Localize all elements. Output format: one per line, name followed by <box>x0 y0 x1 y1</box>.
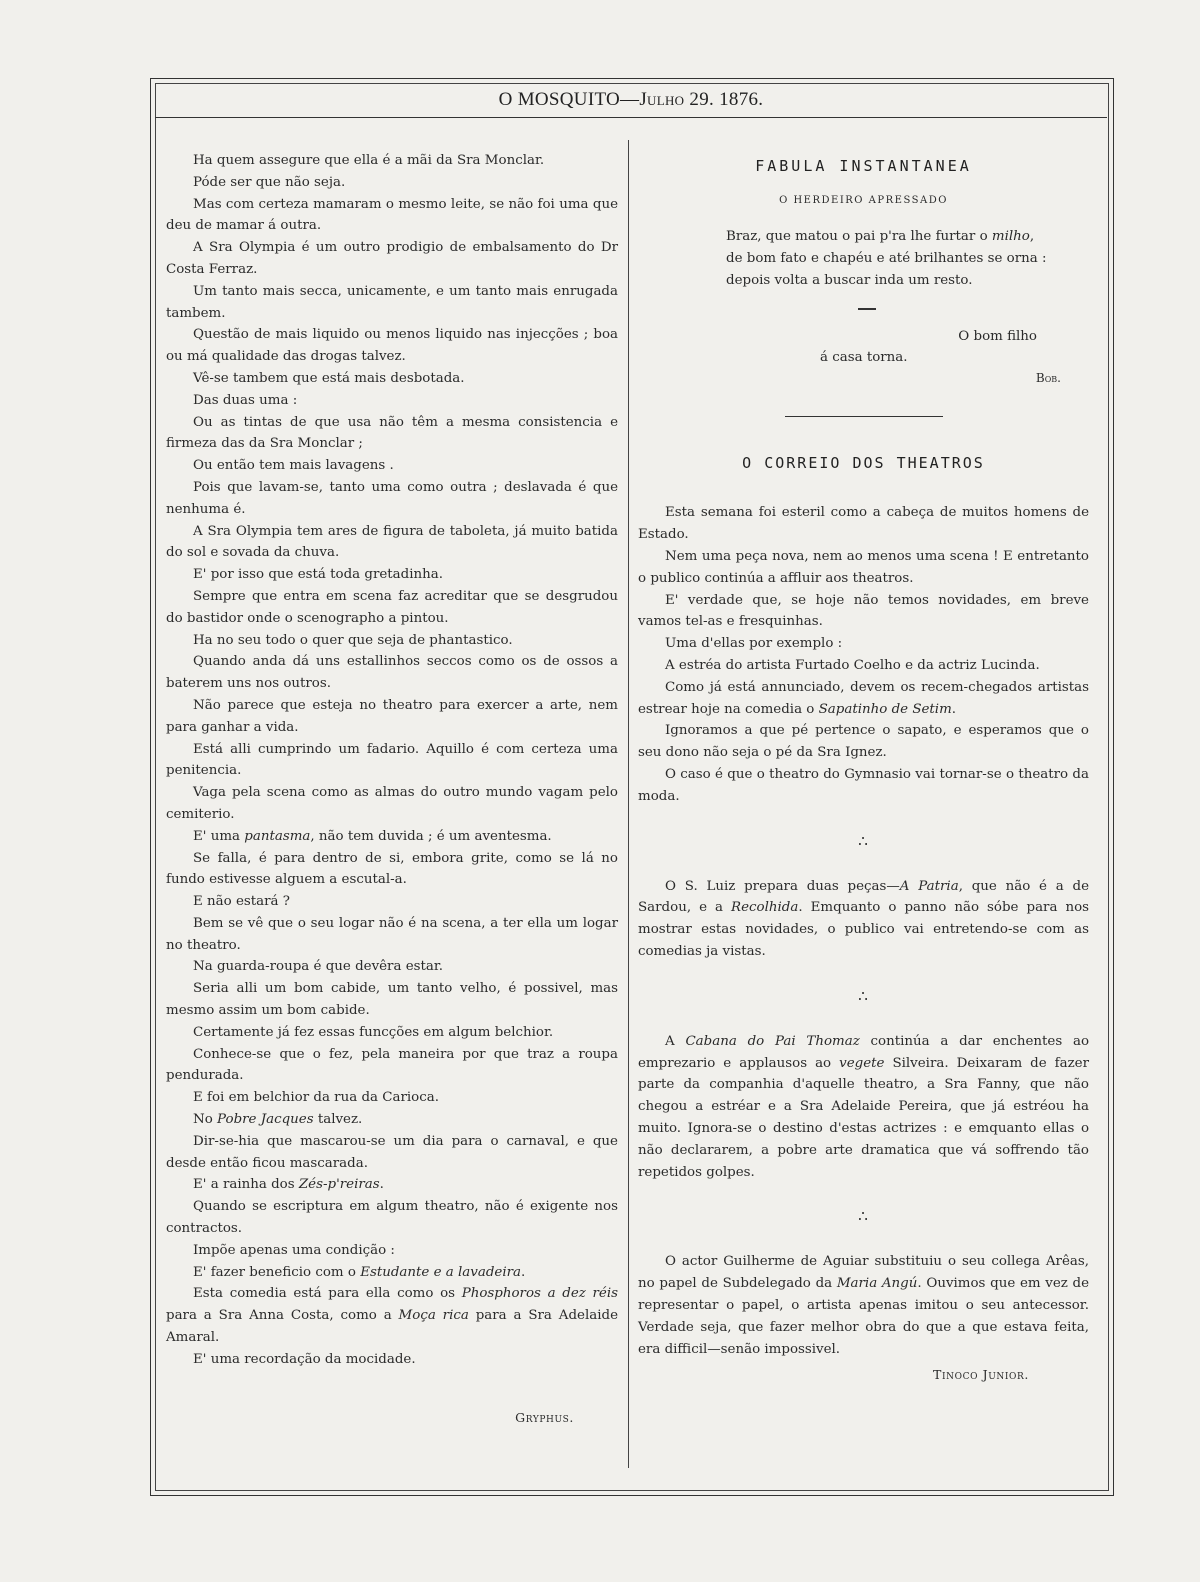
correio-title: O CORREIO DOS THEATROS <box>742 453 985 472</box>
paragraph: Quando anda dá uns estallinhos seccos como os de ossos a baterem uns nos outros. <box>166 654 618 692</box>
paragraph: Está alli cumprindo um fadario. Aquillo é com certeza uma penitencia. <box>166 741 618 779</box>
paragraph <box>638 677 1089 721</box>
poem-line <box>726 226 1089 248</box>
text: No <box>193 1112 218 1128</box>
paragraph: Conhece-se que o fez, pela maneira por que traz a roupa pendurada. <box>166 1046 618 1084</box>
fabula-subtitle: O HERDEIRO APRESSADO <box>779 194 948 206</box>
paragraph: O caso é que o theatro do Gymnasio vai tornar-se o theatro da moda. <box>638 766 1089 804</box>
italic-text: pantasma <box>244 828 311 844</box>
right-column <box>638 150 1089 1386</box>
masthead-month: Julho <box>639 89 685 110</box>
paragraph: Ou as tintas de que usa não têm a mesma consistencia e firmeza das da Sra Monclar ; <box>166 414 618 452</box>
italic-text: Moça rica <box>398 1308 469 1324</box>
text: E' a rainha dos <box>193 1177 299 1193</box>
paragraph: A estréa do artista Furtado Coelho e da actriz Lucinda. <box>665 657 1040 673</box>
text: , que não é a de Sardou, e a <box>638 878 1090 916</box>
paragraph: E' por isso que está toda gretadinha. <box>193 567 444 583</box>
signature-gryphus: Gryphus. <box>515 1409 574 1425</box>
paragraph: Questão de mais liquido ou menos liquido nas injecções ; boa ou má qualidade das drogas talvez. <box>166 327 618 365</box>
text: para a Sra Adelaide Amaral. <box>166 1308 618 1346</box>
asterism: ∴ <box>858 831 869 850</box>
asterism: ∴ <box>858 1207 869 1226</box>
paragraph: Sempre que entra em scena faz acreditar que se desgrudou do bastidor onde o scenographo a pintou. <box>166 588 618 626</box>
paragraph: Uma d'ellas por exemplo : <box>665 636 843 652</box>
italic-text: milho <box>991 228 1030 244</box>
text: , não tem duvida ; é um aventesma. <box>310 828 552 844</box>
paragraph: Bem se vê que o seu logar não é na scena, a ter ella um logar no theatro. <box>166 915 618 953</box>
paragraph: Ignoramos a que pé pertence o sapato, e esperamos que o seu dono não seja o pé da Sra Ignez. <box>638 723 1089 761</box>
paragraph: Vê-se tambem que está mais desbotada. <box>193 370 465 386</box>
paragraph: Ha quem assegure que ella é a mãi da Sra Monclar. <box>193 153 545 168</box>
italic-text: vegete <box>839 1055 885 1071</box>
paragraph: Um tanto mais secca, unicamente, e um tanto mais enrugada tambem. <box>166 283 618 321</box>
masthead-date: 29. 1876. <box>689 89 764 110</box>
paragraph: Dir-se-hia que mascarou-se um dia para o carnaval, e que desde então ficou mascarada. <box>166 1133 618 1171</box>
text: E' uma <box>193 828 245 844</box>
paragraph <box>638 1031 1089 1184</box>
text: . <box>379 1177 384 1193</box>
paragraph: E foi em belchior da rua da Carioca. <box>193 1090 439 1106</box>
left-column <box>166 150 618 1428</box>
paragraph: E' verdade que, se hoje não temos novidades, em breve vamos tel-as e fresquinhas. <box>638 592 1089 630</box>
paragraph <box>166 1283 618 1348</box>
paragraph <box>166 1109 618 1131</box>
signature-tinoco: Tinoco Junior. <box>933 1367 1029 1383</box>
italic-text: Pobre Jacques <box>217 1112 314 1128</box>
paragraph: Pois que lavam-se, tanto uma como outra ; deslavada é que nenhuma é. <box>166 479 618 517</box>
text: continúa a dar enchentes ao emprezario e applausos ao <box>638 1033 1090 1071</box>
signature-bob: Bob. <box>1035 370 1061 385</box>
fabula-title: FABULA INSTANTANEA <box>755 157 972 175</box>
text: Como já está annunciado, devem os recem-chegados artistas estrear hoje na comedia o <box>638 679 1089 717</box>
paragraph: Certamente já fez essas funcções em algum belchior. <box>193 1024 554 1040</box>
paragraph: E' uma recordação da mocidade. <box>193 1351 416 1367</box>
paragraph: Nem uma peça nova, nem ao menos uma scena ! E entretanto o publico continúa a affluir aos theatros. <box>638 548 1089 586</box>
text: Esta comedia está para ella como os <box>193 1286 462 1302</box>
poem <box>726 226 1089 292</box>
italic-text: Sapatinho de Setim <box>818 701 952 717</box>
paragraph <box>166 826 618 848</box>
poem-ending <box>638 326 1089 388</box>
paragraph: Quando se escriptura em algum theatro, não é exigente nos contractos. <box>166 1199 618 1237</box>
poem-line: depois volta a buscar inda um resto. <box>726 272 973 288</box>
paragraph: Das duas uma : <box>193 392 298 408</box>
paragraph <box>166 1174 618 1196</box>
poem-end-line: O bom filho <box>958 328 1037 344</box>
text: O S. Luiz prepara duas peças— <box>665 878 900 894</box>
italic-text: Maria Angú <box>836 1276 918 1292</box>
text: , <box>1029 228 1035 244</box>
asterism: ∴ <box>858 986 869 1005</box>
poem-dash <box>858 308 876 310</box>
text: Braz, que matou o pai p'ra lhe furtar o <box>726 228 992 244</box>
paragraph <box>638 1251 1089 1360</box>
text: talvez. <box>313 1112 363 1128</box>
paragraph: Póde ser que não seja. <box>193 174 346 190</box>
text: . Emquanto o panno não sóbe para nos mostrar estas novidades, o publico vai entretendo-se com as comedias ja vistas. <box>638 900 1090 959</box>
paragraph: E não estará ? <box>193 894 290 910</box>
paragraph <box>638 876 1089 963</box>
paragraph: Não parece que esteja no theatro para exercer a arte, nem para ganhar a vida. <box>166 697 618 735</box>
paragraph: Ou então tem mais lavagens . <box>193 458 394 474</box>
paragraph: Impõe apenas uma condição : <box>193 1242 395 1258</box>
text: E' fazer beneficio com o <box>193 1264 361 1280</box>
italic-text: Phosphoros a dez réis <box>461 1286 618 1302</box>
paragraph <box>166 1262 618 1284</box>
paragraph: Seria alli um bom cabide, um tanto velho, é possivel, mas mesmo assim um bom cabide. <box>166 981 618 1019</box>
italic-text: Estudante e a lavadeira <box>360 1264 521 1280</box>
text: O actor Guilherme de Aguiar substituiu o seu collega Arêas, no papel de Subdelegado da <box>638 1254 1089 1292</box>
poem-line: de bom fato e chapéu e até brilhantes se orna : <box>726 250 1047 266</box>
paragraph: Se falla, é para dentro de si, embora grite, como se lá no fundo estivesse alguem a escutal-a. <box>166 850 618 888</box>
paragraph: Mas com certeza mamaram o mesmo leite, se não foi uma que deu de mamar á outra. <box>166 196 618 234</box>
column-divider <box>628 140 629 1468</box>
text: A <box>665 1033 686 1049</box>
poem-end-line: á casa torna. <box>820 349 908 365</box>
masthead-title: O MOSQUITO— <box>498 89 640 110</box>
paragraph: Esta semana foi esteril como a cabeça de muitos homens de Estado. <box>638 505 1089 543</box>
text: para a Sra Anna Costa, como a <box>166 1308 399 1324</box>
text: . <box>951 701 957 717</box>
italic-text: Recolhida <box>731 900 799 916</box>
italic-text: A Patria <box>899 878 959 894</box>
text: . <box>521 1264 526 1280</box>
text: Silveira. Deixaram de fazer parte da companhia d'aquelle theatro, a Sra Fanny, que não chegou a estréar e a Sra Adelaide Pereira, que já estréou ha muito. Ignora-se o destino d'estas actrizes : e emquanto ellas o não declararem, a pobre arte dramatica que vá soffrendo tão repetidos golpes. <box>638 1055 1089 1180</box>
paragraph: Vaga pela scena como as almas do outro mundo vagam pelo cemiterio. <box>166 785 618 822</box>
italic-text: Cabana do Pai Thomaz <box>685 1033 860 1049</box>
italic-text: Zés-p'reiras <box>298 1177 380 1193</box>
paragraph: Na guarda-roupa é que devêra estar. <box>193 959 444 975</box>
paragraph: A Sra Olympia é um outro prodigio de embalsamento do Dr Costa Ferraz. <box>166 240 618 277</box>
section-rule <box>785 416 943 417</box>
masthead <box>155 83 1107 118</box>
paragraph: A Sra Olympia tem ares de figura de taboleta, já muito batida do sol e sovada da chuva. <box>166 523 618 561</box>
text: . Ouvimos que em vez de representar o papel, o artista apenas imitou o seu antecessor. Verdade seja, que fazer melhor obra do que a que estava feita, era difficil—senão impossivel. <box>638 1276 1090 1357</box>
paragraph: Ha no seu todo o quer que seja de phantastico. <box>193 632 513 648</box>
